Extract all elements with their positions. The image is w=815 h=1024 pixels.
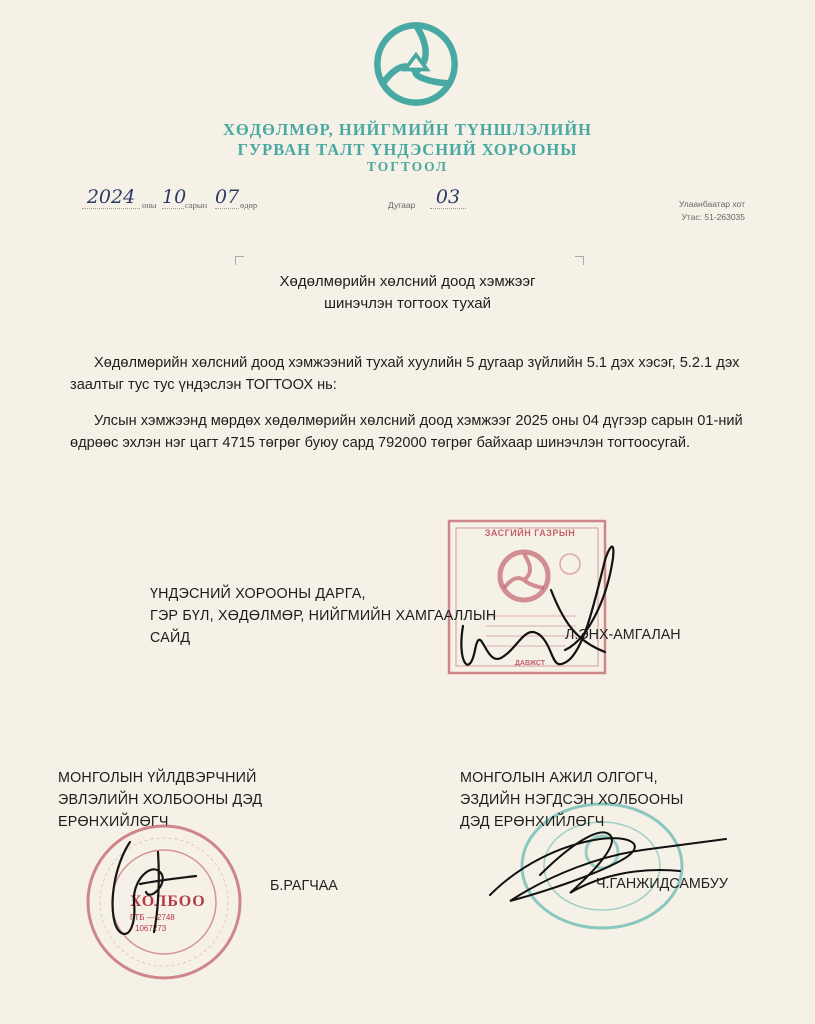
employers-name: Ч.ГАНЖИДСАМБУУ	[596, 876, 728, 892]
unions-title-line2: ЭВЛЭЛИЙН ХОЛБООНЫ ДЭД	[58, 792, 263, 808]
committee-logo-icon	[370, 18, 462, 110]
unions-stamp-name: ХОЛБОО	[130, 893, 206, 910]
phone-number: Утас: 51-263035	[681, 212, 745, 222]
body-paragraph-1	[70, 352, 745, 396]
day-label: өдөр	[240, 200, 258, 210]
chair-name: Л.ЭНХ-АМГАЛАН	[565, 627, 681, 643]
number-label: Дугаар	[388, 200, 416, 210]
document-number: 03	[430, 186, 466, 209]
date-day: 07	[215, 186, 240, 208]
paragraph-1-text: Хөдөлмөрийн хөлсний доод хэмжээний тухай хуулийн 5 дугаар зүйлийн 5.1 дэх хэсэг, 5.2.1 дэх заалтыг тус тус үндэслэн ТОГТООХ нь:	[70, 355, 740, 393]
document-type: ТОГТООЛ	[366, 159, 449, 174]
chair-title-line2: ГЭР БҮЛ, ХӨДӨЛМӨР, НИЙГМИЙН ХАМГААЛЛЫН	[150, 608, 497, 624]
date-month: 10	[162, 186, 187, 208]
employers-title-line2: ЭЗДИЙН НЭГДСЭН ХОЛБООНЫ	[460, 792, 684, 808]
employers-title-line1: МОНГОЛЫН АЖИЛ ОЛГОГЧ,	[460, 770, 658, 786]
seal-top-text: ЗАСГИЙН ГАЗРЫН	[484, 528, 576, 538]
resolution-title-line1: Хөдөлмөрийн хөлсний доод хэмжээг	[279, 273, 536, 290]
chair-title-line1: ҮНДЭСНИЙ ХОРООНЫ ДАРГА,	[150, 586, 366, 602]
city-name: Улаанбаатар хот	[678, 199, 745, 209]
unions-handwritten-signature	[100, 832, 200, 942]
chair-handwritten-signature	[455, 530, 625, 680]
resolution-title-line2: шинэчлэн тогтоох тухай	[323, 295, 491, 312]
chair-signature-block	[150, 583, 496, 649]
month-label: сарын	[185, 200, 208, 210]
unions-name: Б.РАГЧАА	[270, 878, 338, 894]
unions-title-line3: ЕРӨНХИЙЛӨГЧ	[58, 814, 169, 830]
title-corner-left	[235, 256, 244, 265]
org-name-line1: ХӨДӨЛМӨР, НИЙГМИЙН ТҮНШЛЭЛИЙН	[222, 120, 592, 139]
city-block	[679, 198, 745, 224]
employers-title-line3: ДЭД ЕРӨНХИЙЛӨГЧ	[460, 814, 605, 830]
org-name-line2: ГУРВАН ТАЛТ ҮНДЭСНИЙ ХОРООНЫ	[237, 140, 578, 159]
year-label: оны	[142, 200, 157, 210]
date-year: 2024	[82, 186, 140, 209]
chair-title-line3: САЙД	[150, 630, 191, 646]
body-paragraph-2	[70, 410, 745, 454]
unions-stamp-code: ГТБ — 2748	[130, 913, 175, 922]
paragraph-2-text: Улсын хэмжээнд мөрдөх хөдөлмөрийн хөлсний доод хэмжээг 2025 оны 04 дүгээр сарын 01-ний өдрөөс эхлэн нэг цагт 4715 төгрөг буюу сард 792000 төгрөг байхаар шинэчлэн тогтоосугай.	[70, 413, 743, 451]
title-corner-right	[575, 256, 584, 265]
employers-handwritten-signature	[480, 805, 730, 915]
unions-title-line1: МОНГОЛЫН ҮЙЛДВЭРЧНИЙ	[58, 770, 257, 786]
unions-stamp-number: 1067273	[135, 924, 167, 933]
seal-bottom-text: ДАВЖСТ	[514, 660, 546, 667]
